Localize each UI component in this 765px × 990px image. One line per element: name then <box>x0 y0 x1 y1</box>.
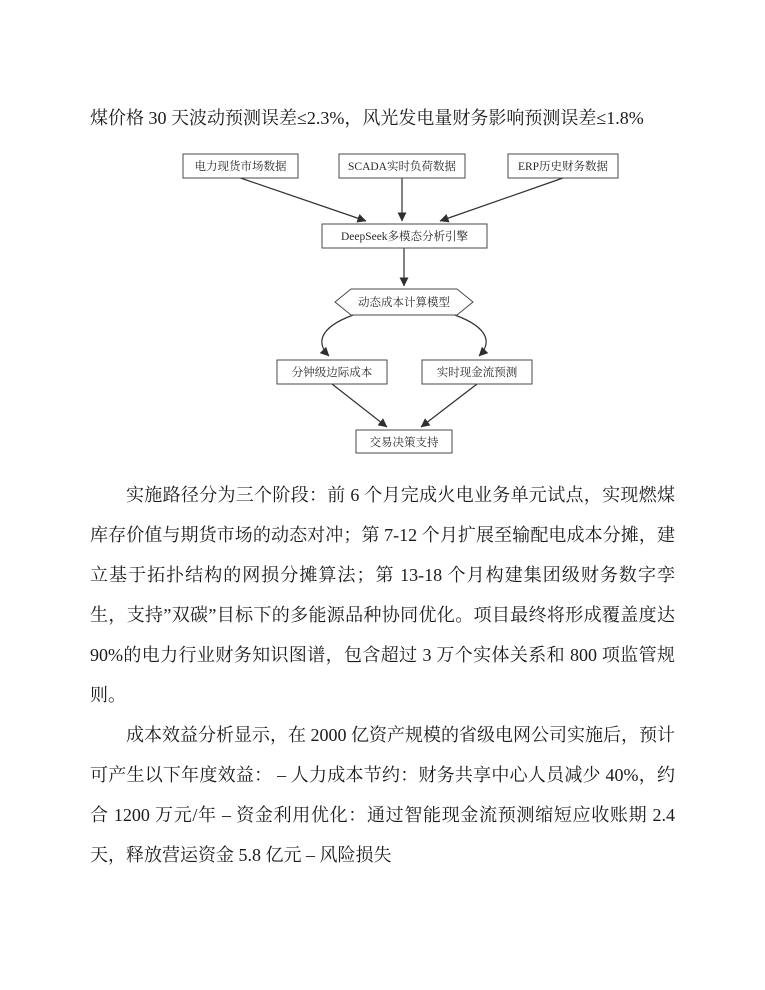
flow-node-label-marginal-cost: 分钟级边际成本 <box>291 367 373 379</box>
paragraph-implementation-path: 实施路径分为三个阶段：前 6 个月完成火电业务单元试点，实现燃煤库存价值与期货市场的动态对冲；第 7-12 个月扩展至输配电成本分摊，建立基于拓扑结构的网损分摊算法；第 13-18 个月构建集团级财务数字孪生，支持”双碳”目标下的多能源品种协同优化。项目最终将形成覆盖度达 90%的电力行业财务知识图谱，包含超过 3 万个实体关系和 800 项监管规则。 <box>90 485 675 705</box>
arrow-model-to-cashflow <box>449 313 486 356</box>
flow-node-cashflow-forecast <box>422 360 532 384</box>
flow-node-market-data <box>183 154 298 178</box>
paragraph-forecast-error: 煤价格 30 天波动预测误差≤2.3%，风光发电量财务影响预测误差≤1.8% <box>90 108 644 128</box>
flow-node-label-decision-support: 交易决策支持 <box>369 437 439 449</box>
flow-node-erp-data <box>508 154 618 178</box>
flow-node-scada-data <box>339 154 465 178</box>
flow-node-engine <box>322 224 487 248</box>
flow-node-label-engine: DeepSeek多模态分析引擎 <box>340 231 469 243</box>
arrow-market-to-engine <box>241 178 367 221</box>
arrow-marginal-cost-to-decision <box>332 384 387 427</box>
flow-node-marginal-cost <box>277 360 387 384</box>
flow-node-decision-support <box>356 430 452 453</box>
arrow-model-to-marginal-cost <box>322 313 359 356</box>
flowchart-svg <box>85 146 685 464</box>
flowchart-diagram <box>85 146 685 469</box>
paragraph-cost-benefit-analysis: 成本效益分析显示，在 2000 亿资产规模的省级电网公司实施后，预计可产生以下年度效益： – 人力成本节约：财务共享中心人员减少 40%，约合 1200 万元/年 – 资金利用优化：通过智能现金流预测缩短应收账期 2.4 天，释放营运资金 5.8 亿元 – 风险损失 <box>90 725 675 865</box>
flow-node-label-cost-model: 动态成本计算模型 <box>358 297 450 309</box>
flow-node-label-scada-data: SCADA实时负荷数据 <box>348 161 456 173</box>
flow-node-label-cashflow-forecast: 实时现金流预测 <box>436 367 518 379</box>
flow-node-label-erp-data: ERP历史财务数据 <box>517 161 609 173</box>
arrow-cashflow-to-decision <box>421 384 477 427</box>
arrow-erp-to-engine <box>440 178 563 221</box>
flow-node-label-market-data: 电力现货市场数据 <box>194 161 287 173</box>
flow-node-cost-model <box>335 289 473 315</box>
